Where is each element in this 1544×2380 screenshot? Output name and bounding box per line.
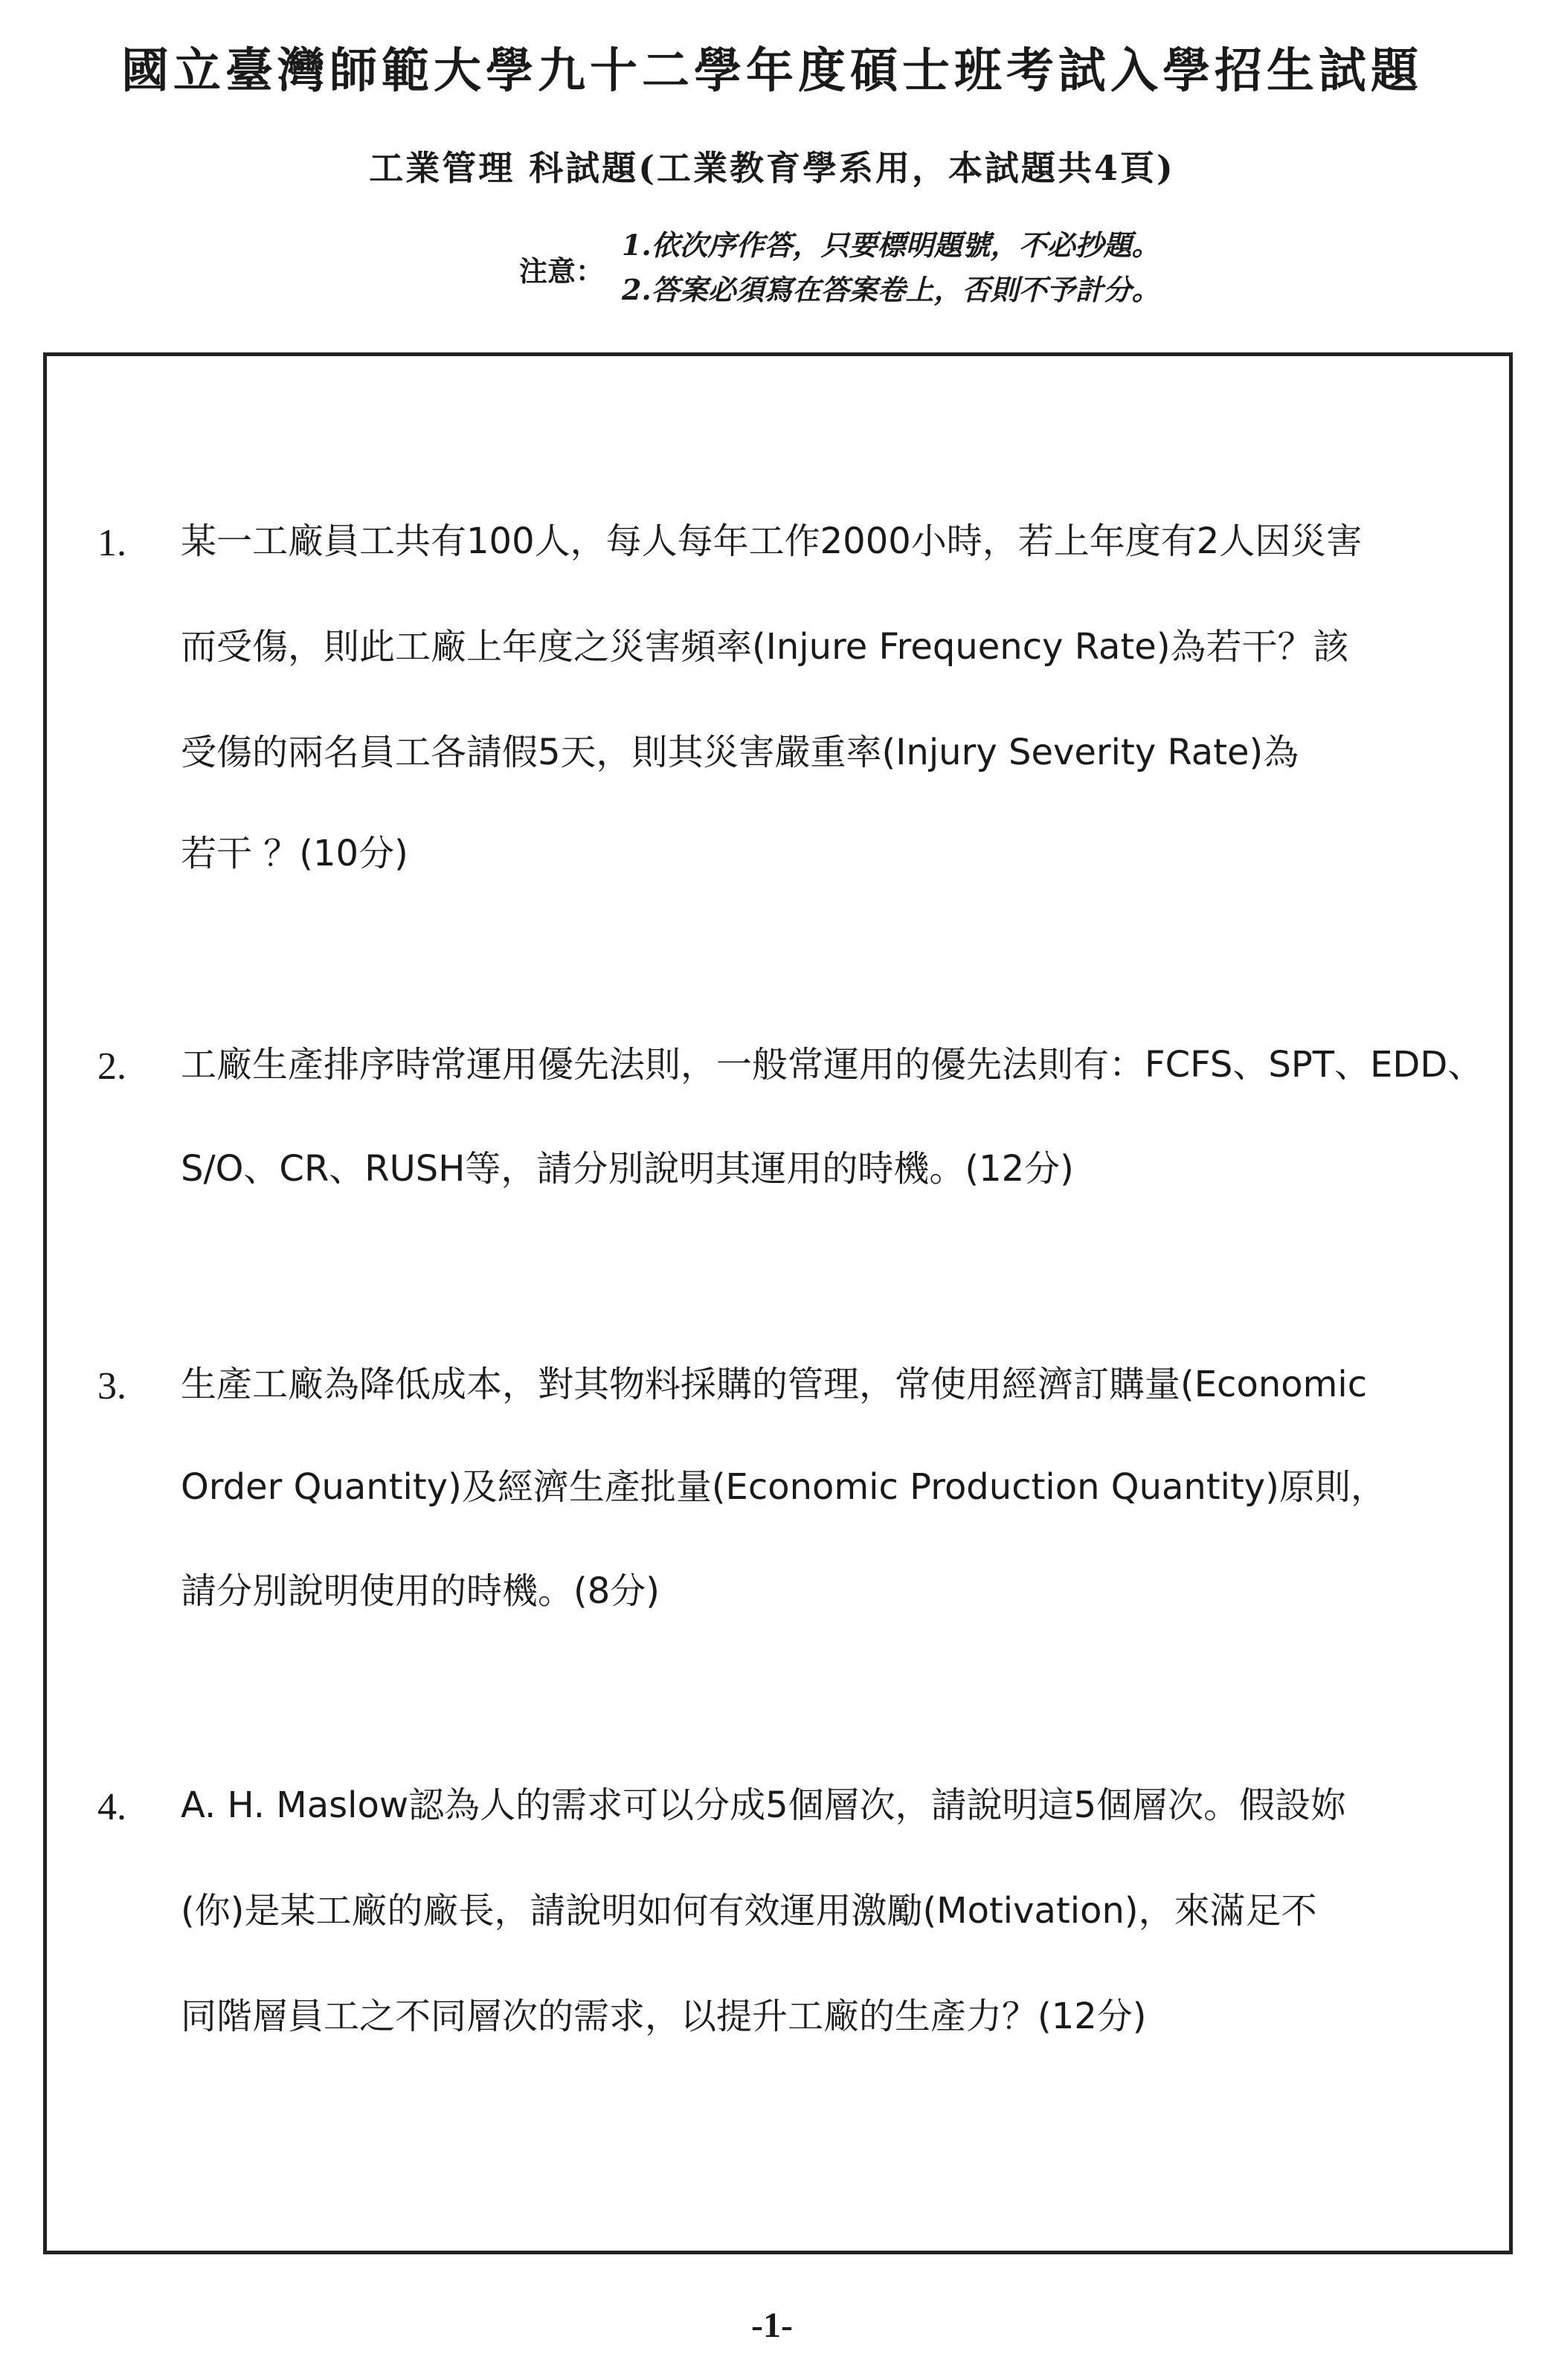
question-number: 2.	[97, 1045, 126, 1088]
question-text-line: 工廠生產排序時常運用優先法則，一般常運用的優先法則有：FCFS、SPT、EDD、	[181, 1044, 1484, 1086]
question-text-line: 而受傷，則此工廠上年度之災害頻率(Injure Frequency Rate)為若干？該	[181, 626, 1349, 668]
question-text-line: 若干 ？(10分)	[181, 833, 408, 874]
question-number: 4.	[97, 1786, 126, 1828]
question-text-line: S/O、CR、RUSH等，請分別說明其運用的時機。(12分)	[181, 1148, 1074, 1190]
question-text-line: 受傷的兩名員工各請假5天，則其災害嚴重率(Injury Severity Rate)為	[181, 732, 1299, 773]
notice-label: 注意：	[519, 254, 605, 288]
question-number: 1.	[97, 522, 126, 564]
exam-title: 國立臺灣師範大學九十二學年度碩士班考試入學招生試題	[121, 43, 1423, 99]
notice-list	[622, 223, 1160, 312]
notice-item: 1.依次序作答，只要標明題號，不必抄題。	[622, 228, 1160, 262]
question-number: 3.	[97, 1365, 126, 1407]
question-text-line: (你)是某工廠的廠長，請說明如何有效運用激勵(Motivation)，來滿足不	[181, 1890, 1317, 1932]
question-text-line: Order Quantity)及經濟生產批量(Economic Production Quantity)原則，	[181, 1466, 1386, 1508]
page-number: -1-	[751, 2306, 793, 2345]
question-frame	[43, 352, 1513, 2254]
question-text-line: 請分別說明使用的時機。(8分)	[181, 1570, 660, 1612]
exam-subtitle: 工業管理 科試題(工業教育學系用，本試題共4頁)	[369, 148, 1175, 188]
notice-item: 2.答案必須寫在答案卷上，否則不予計分。	[622, 273, 1160, 306]
question-text-line: A. H. Maslow認為人的需求可以分成5個層次，請說明這5個層次。假設妳	[181, 1784, 1347, 1826]
question-text-line: 生產工廠為降低成本，對其物料採購的管理，常使用經濟訂購量(Economic	[181, 1364, 1368, 1405]
question-text-line: 同階層員工之不同層次的需求，以提升工廠的生產力？(12分)	[181, 1996, 1147, 2037]
question-text-line: 某一工廠員工共有100人，每人每年工作2000小時，若上年度有2人因災害	[181, 520, 1363, 562]
